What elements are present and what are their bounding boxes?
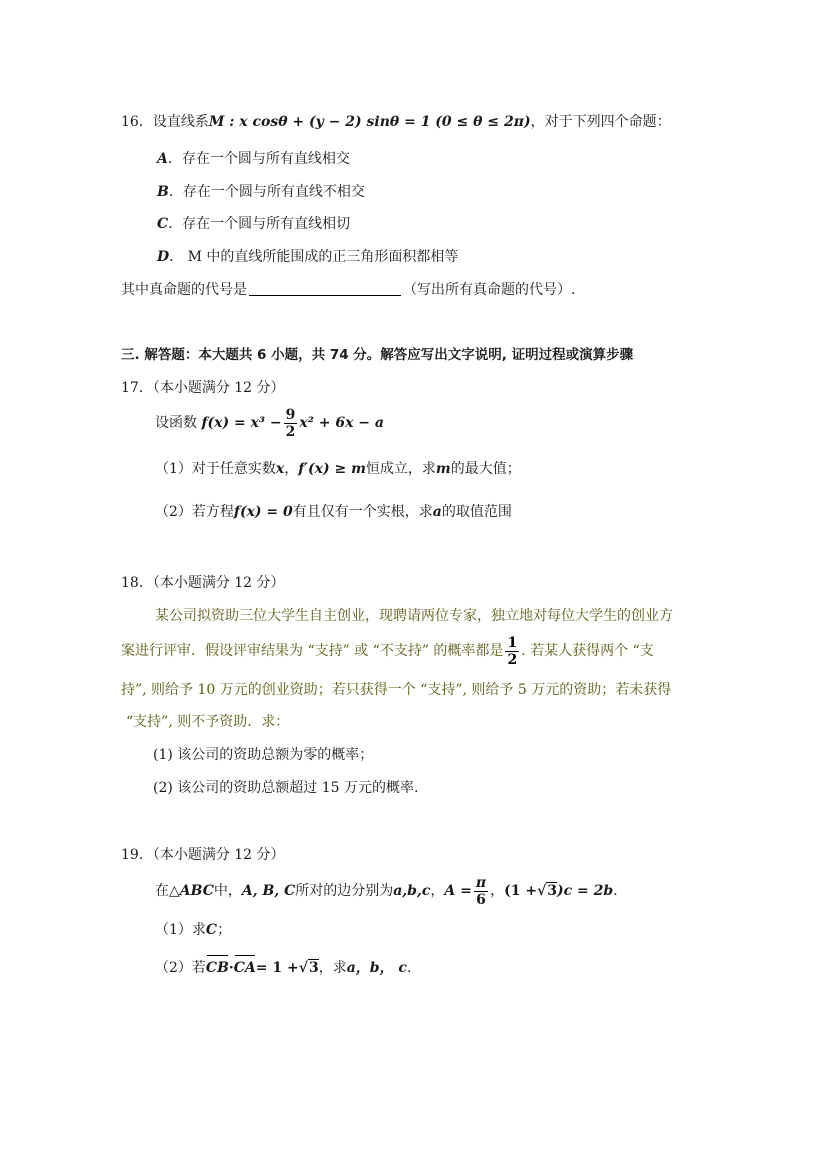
q18-line2 (121, 632, 654, 670)
dot-operator: · (228, 960, 234, 976)
text: ， (490, 883, 505, 899)
frac-den: 2 (507, 651, 518, 668)
text: （2）若方程 (155, 504, 234, 520)
text: ， (284, 461, 299, 477)
frac-num: π (475, 874, 487, 891)
option-text: ． M 中的直线所能围成的正三角形面积都相等 (169, 249, 459, 265)
option-text: ．存在一个圆与所有直线相切 (168, 216, 351, 232)
q18-fraction (505, 635, 519, 668)
answer-suffix: （写出所有真命题的代号）. (403, 282, 576, 298)
text: ； (217, 922, 232, 938)
q18-line4: “支持”, 则不予资助．求： (126, 714, 290, 730)
q18-header: 18．（本小题满分 12 分） (121, 575, 285, 591)
q16-answer-line (121, 280, 575, 300)
q17-intro: 设函数 (155, 415, 197, 431)
q17-fraction (284, 407, 298, 440)
math-expr: )c = 2b (557, 883, 614, 899)
text: 有且仅有一个实根，求 (292, 504, 433, 520)
text: ，求 (318, 960, 347, 976)
text: （1）求 (155, 922, 206, 938)
q16-prefix: 16．设直线系 (121, 114, 209, 130)
q16-stem (121, 112, 671, 132)
math-expr: (1 + (504, 883, 538, 899)
math-var: a,b,c (393, 883, 431, 899)
text: . 若某人获得两个 “支 (521, 643, 654, 659)
q16-option-a (157, 149, 350, 169)
vector-cb: CB (205, 960, 229, 976)
math-expr: f′(x) ≥ m (298, 461, 366, 477)
frac-den: 6 (476, 891, 486, 908)
option-label: C (157, 216, 169, 232)
math-var: x (275, 461, 285, 477)
text: （2）若 (155, 960, 206, 976)
option-label: B (157, 184, 169, 200)
section-heading: 三. 解答题：本大题共 6 小题，共 74 分。解答应写出文字说明, 证明过程或演算步骤 (121, 347, 634, 363)
q18-line1: 某公司拟资助三位大学生自主创业，现聘请两位专家，独立地对每位大学生的创业方 (155, 608, 673, 624)
sqrt-symbol: √ (298, 960, 308, 976)
text: 恒成立，求 (365, 461, 436, 477)
q16-suffix: ，对于下列四个命题： (530, 114, 671, 130)
option-label: A (157, 151, 168, 167)
q19-stem (155, 872, 627, 910)
frac-den: 2 (285, 423, 296, 440)
option-text: ．存在一个圆与所有直线相交 (167, 151, 350, 167)
q17-func-right: x² + 6x − a (299, 415, 384, 431)
text: ， (430, 883, 445, 899)
option-text: ．存在一个圆与所有直线不相交 (168, 184, 365, 200)
frac-num: 1 (507, 634, 518, 651)
answer-prefix: 其中真命题的代号是 (121, 282, 247, 298)
math-expr: = 1 + (255, 960, 299, 976)
vector-ca: CA (233, 960, 256, 976)
text: 的取值范围 (441, 504, 512, 520)
text: 的最大值； (450, 461, 521, 477)
math-var: C (205, 922, 218, 938)
q19-part1 (155, 920, 231, 940)
q19-part2 (155, 958, 411, 978)
text: （1）对于任意实数 (155, 461, 276, 477)
answer-blank[interactable] (249, 281, 401, 296)
math-expr: f(x) = 0 (233, 504, 293, 520)
q17-part1 (155, 459, 521, 479)
text: 案进行评审．假设评审结果为 “支持” 或 “不支持” 的概率都是 (121, 643, 504, 659)
math-var: A, B, C (241, 883, 296, 899)
q18-line3: 持”, 则给予 10 万元的创业资助；若只获得一个 “支持”, 则给予 5 万元的资助；若未获得 (121, 682, 672, 698)
sqrt-radicand: 3 (308, 960, 319, 976)
math-expr: A = (444, 883, 472, 899)
q18-sub2: (2) 该公司的资助总额超过 15 万元的概率. (153, 780, 419, 796)
q16-option-b (157, 182, 365, 202)
math-var: ABC (179, 883, 214, 899)
sqrt-symbol: √ (537, 883, 547, 899)
q16-option-d (157, 247, 458, 267)
q19-fraction (474, 875, 488, 908)
q17-header: 17．（本小题满分 12 分） (121, 380, 285, 396)
q17-func-left: f(x) = x³ − (201, 415, 282, 431)
sqrt-radicand: 3 (547, 883, 558, 899)
text: 所对的边分别为 (295, 883, 394, 899)
text: . (406, 960, 412, 976)
option-label: D (157, 249, 170, 265)
q16-option-c (157, 214, 350, 234)
text: 在△ (155, 883, 180, 899)
text: 中， (213, 883, 242, 899)
frac-num: 9 (285, 406, 296, 423)
math-var: a (432, 504, 442, 520)
math-var: a，b， c (346, 960, 407, 976)
q19-header: 19．（本小题满分 12 分） (121, 847, 285, 863)
q17-function-def (155, 405, 384, 441)
q17-part2 (155, 502, 512, 522)
q16-formula: M : x cosθ + (y − 2) sinθ = 1 (0 ≤ θ ≤ 2π) (208, 114, 531, 130)
q18-sub1: (1) 该公司的资助总额为零的概率； (153, 747, 374, 763)
math-var: m (435, 461, 451, 477)
text: ． (613, 883, 628, 899)
